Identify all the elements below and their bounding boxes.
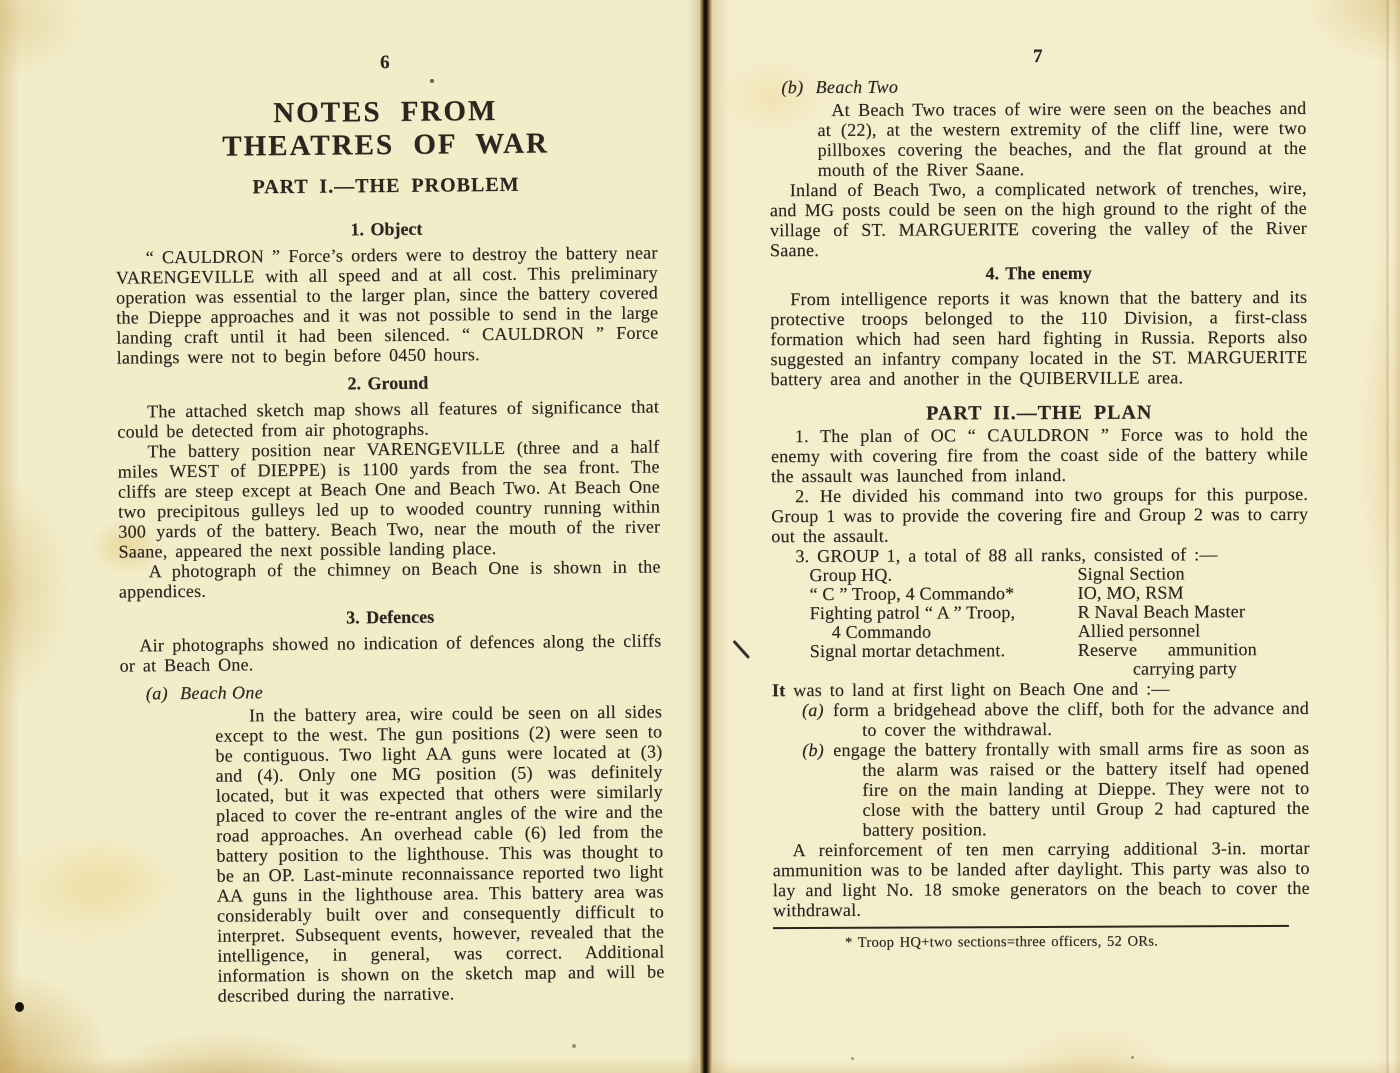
list-item: R Naval Beach Master	[1077, 601, 1246, 622]
book-spine-gutter	[699, 0, 712, 1073]
list-item: Signal mortar detachment.	[809, 640, 1006, 662]
list-item: Reserve ammunition	[1077, 639, 1257, 660]
subsection-a-label: (a)	[145, 683, 169, 704]
ground-paragraph-3: A photograph of the chimney on Beach One is shown in the appendices.	[118, 556, 661, 602]
subsection-b-title: Beach Two	[815, 76, 899, 97]
book-title-line1: NOTES FROM	[273, 94, 498, 130]
section-ground-heading: 2. Ground	[347, 372, 429, 394]
landing-intro-rest: was to land at first light on Beach One and :—	[785, 678, 1170, 701]
subsection-a-title: Beach One	[179, 682, 264, 704]
list-item: Allied personnel	[1077, 620, 1201, 641]
beach-two-paragraph: At Beach Two traces of wire were seen on the beaches and at (22), at the western extremity of the cliff line, were two pillboxes covering the beaches, and the flat ground at the mouth of the River Saane.	[817, 97, 1307, 180]
list-item: IO, MO, RSM	[1077, 582, 1184, 603]
footnote-rule	[773, 925, 1289, 929]
ink-speck	[851, 1057, 854, 1060]
ink-spot	[15, 1002, 24, 1012]
page-number-right: 7	[1032, 45, 1043, 68]
list-item: “ C ” Troop, 4 Commando*	[809, 583, 1015, 605]
enemy-paragraph: From intelligence reports it was known that the battery and its protective troops belonged to the 110 Division, a first-class formation which had seen hard fighting in Russia. Reports also suggested an infantry company located in the ST. MARGUERITE battery area and another in the QUIBERVILLE area.	[770, 286, 1308, 390]
right-page	[712, 0, 1400, 1073]
landing-item-a	[772, 698, 1309, 740]
list-item: Group HQ.	[809, 564, 893, 586]
section-defences-heading: 3. Defences	[346, 606, 435, 628]
landing-item-b-text: engage the battery frontally with small arms fire as soon as the alarm was raised or the battery itself had opened fire on the main landing at Dieppe. They were not to close with the battery until Group 2 had captured the battery position.	[833, 737, 1310, 840]
landing-intro	[772, 678, 1309, 700]
page-number-left: 6	[379, 51, 390, 74]
plan-paragraph-2: 2. He divided his command into two groups for this purpose. Group 1 was to provide the covering fire and Group 2 was to carry out the assault.	[771, 483, 1309, 547]
list-item: carrying party	[1132, 658, 1238, 679]
plan-paragraph-3-intro: 3. GROUP 1, a total of 88 all ranks, consisted of :—	[795, 544, 1218, 567]
book-title-line2: THEATRES OF WAR	[222, 127, 550, 163]
group1-list-right-column	[1077, 564, 1307, 679]
ground-paragraph-1: The attached sketch map shows all features of significance that could be detected from air photographs.	[117, 396, 660, 442]
defences-paragraph: Air photographs showed no indication of defences along the cliffs or at Beach One.	[119, 630, 662, 676]
inland-paragraph: Inland of Beach Two, a complicated network of trenches, wire, and MG posts could be seen on the high ground to the right of the village of ST. MARGUERITE covering the valley of the River Saane.	[769, 177, 1307, 261]
group1-composition-list	[809, 564, 1308, 680]
list-item: 4 Commando	[831, 621, 932, 642]
landing-item-a-text: form a bridgehead above the cliff, both for the advance and to cover the withdrawal.	[832, 697, 1310, 740]
landing-item-a-label: (a)	[801, 699, 824, 721]
right-page-content	[769, 0, 1310, 952]
plan-paragraph-1: 1. The plan of OC “ CAULDRON ” Force was to hold the enemy with covering fire from the coast side of the battery while the assault was launched from inland.	[770, 423, 1308, 487]
reinforcement-paragraph: A reinforcement of ten men carrying additional 3-in. mortar ammunition was to be landed after daylight. This party was also to lay and light No. 18 smoke generators on the beach to cover the withdrawal.	[772, 837, 1310, 921]
book-title	[114, 93, 657, 164]
object-paragraph: “ CAULDRON ” Force’s orders were to destroy the battery near VARENGEVILLE with all speed and at all cost. This preliminary operation was essential to the larger plan, since the battery covered the Dieppe approaches and it was not possible to send in the large landing craft until it had been silenced. “ CAULDRON ” Force landings were not to begin before 0450 hours.	[115, 242, 659, 368]
ink-speck	[572, 1044, 576, 1048]
part2-heading: PART II.—THE PLAN	[926, 401, 1153, 425]
landing-item-b	[772, 738, 1309, 840]
list-item: Fighting patrol “ A ” Troop,	[809, 602, 1016, 624]
footnote: * Troop HQ+two sections=three officers, 52 ORs.	[845, 933, 1159, 951]
section-enemy-heading: 4. The enemy	[985, 262, 1092, 284]
ink-speck	[1131, 1056, 1134, 1059]
subsection-b-label: (b)	[781, 77, 804, 98]
landing-intro-lead: It	[771, 680, 786, 701]
beach-one-paragraph: In the battery area, wire could be seen on all sides except to the west. The gun positions (2) were seen to be contiguous. Two light AA guns were located at (3) and (4). Only one MG position (5) was definitely located, but it was expected that others were similarly placed to cover the re-entrant angles of the wire and the road approaches. An overhead cable (6) led from the battery position to the lighthouse. This was thought to be an OP. Last-minute reconnaissance reported two light AA guns in the lighthouse area. This battery area was considerably built over and consequently difficult to interpret. Subsequent events, however, revealed that the intelligence, in general, was correct. Additional information is shown on the sketch map and will be described during the narrative.	[215, 701, 665, 1006]
list-item: Signal Section	[1077, 563, 1185, 584]
ground-paragraph-2: The battery position near VARENGEVILLE (three and a half miles WEST of DIEPPE) is 1100 yards from the sea front. The cliffs are steep except at Beach One and Beach Two. At Beach One two precipitous gulleys led up to wooded country running within 300 yards of the battery. Beach Two, near the mouth of the river Saane, appeared the next possible landing place.	[117, 436, 661, 562]
left-page-content	[113, 0, 665, 1007]
part1-heading: PART I.—THE PROBLEM	[252, 173, 520, 199]
subsection-a-beach-one-heading	[120, 678, 662, 704]
section-object-heading: 1. Object	[350, 218, 423, 240]
subsection-b-beach-two-heading	[769, 75, 1306, 98]
ink-speck	[430, 79, 434, 83]
group1-list-left-column	[809, 565, 1077, 680]
landing-item-b-label: (b)	[802, 739, 824, 761]
